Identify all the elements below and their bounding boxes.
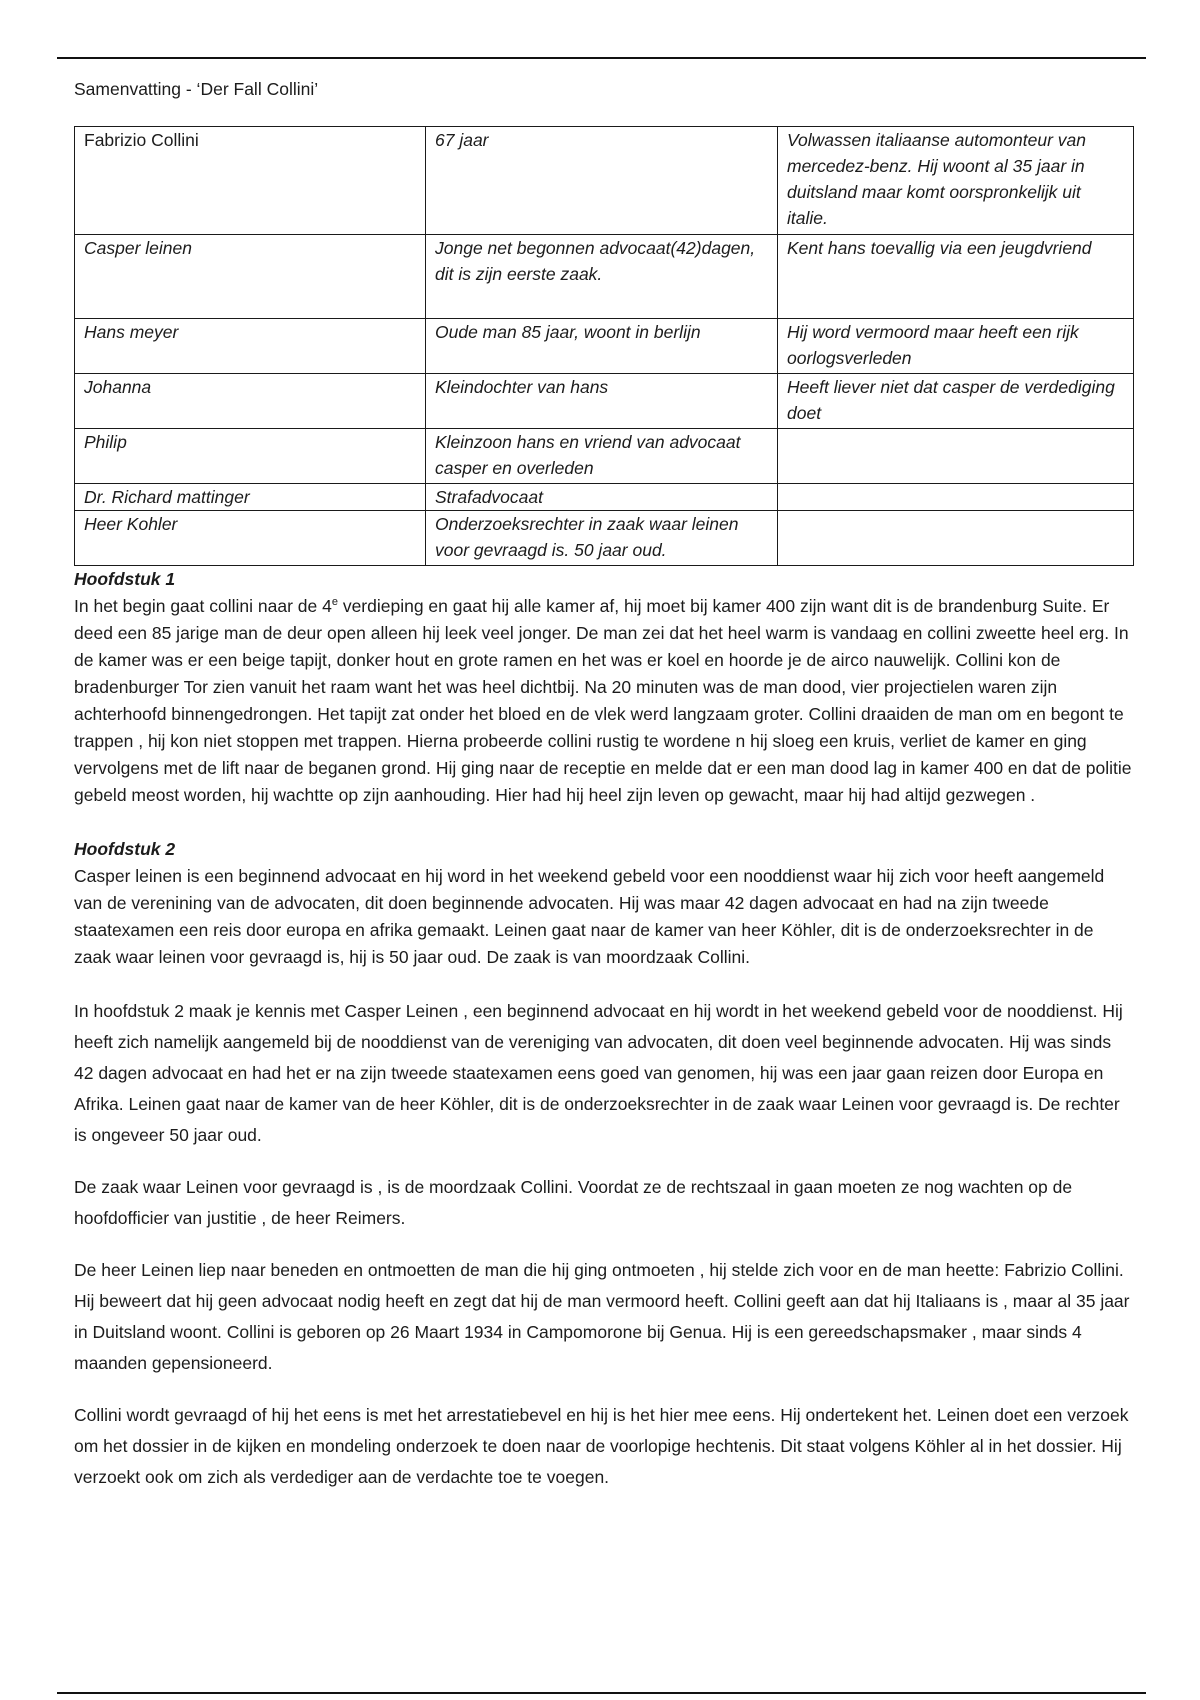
chapter-2-paragraph: In hoofdstuk 2 maak je kennis met Casper Leinen , een beginnend advocaat en hij wordt in het weekend gebeld voor de nooddienst. Hij heeft zich namelijk aangemeld bij de nooddienst van de vereniging van advocaten, dit doen veel beginnende advocaten. Hij was sinds 42 dagen advocaat en had het er na zijn tweede staatexamen eens goed van genomen, hij was een jaar gaan reizen door Europa en Afrika. Leinen gaat naar de kamer van de heer Köhler, dit is de onderzoeksrechter in de zaak waar Leinen voor gevraagd is. De rechter is ongeveer 50 jaar oud.: [74, 1001, 1123, 1145]
character-notes-cell-empty: [778, 484, 1134, 511]
characters-table: [74, 126, 1134, 566]
chapter-2-paragraph: De heer Leinen liep naar beneden en ontmoetten de man die hij ging ontmoeten , hij stelde zich voor en de man heette: Fabrizio Collini. Hij beweert dat hij geen advocaat nodig heeft en zegt dat hij de man vermoord heeft. Collini geeft aan dat hij Italiaans is , maar al 35 jaar in Duitsland woont. Collini is geboren op 26 Maart 1934 in Campomorone bij Genua. Hij is een gereedschapsmaker , maar sinds 4 maanden gepensioneerd.: [74, 1260, 1130, 1373]
table-row: [75, 511, 1134, 566]
character-name-cell: Johanna: [75, 374, 426, 429]
character-notes-cell: Kent hans toevallig via een jeugdvriend: [778, 235, 1134, 319]
table-row: [75, 374, 1134, 429]
character-notes-cell: Volwassen italiaanse automonteur van mercedez-benz. Hij woont al 35 jaar in duitsland maar komt oorspronkelijk uit italie.: [778, 127, 1134, 235]
character-name-cell: Philip: [75, 429, 426, 484]
character-info-cell: Jonge net begonnen advocaat(42)dagen, dit is zijn eerste zaak.: [426, 235, 778, 319]
chapter-1-paragraph: [74, 593, 1133, 809]
table-row: [75, 484, 1134, 511]
character-notes-cell: Heeft liever niet dat casper de verdediging doet: [778, 374, 1134, 429]
table-row: [75, 319, 1134, 374]
chapter-2-paragraph: Casper leinen is een beginnend advocaat en hij word in het weekend gebeld voor een nooddienst waar hij zich voor heeft aangemeld van de verenining van de advocaten, dit doen beginnende advocaten. Hij was maar 42 dagen advocaat en had na zijn tweede staatexamen een reis door europa en afrika gemaakt. Leinen gaat naar de kamer van heer Köhler, dit is de onderzoeksrechter in de zaak waar leinen voor gevraagd is, hij is 50 jaar oud. De zaak is van moordzaak Collini.: [74, 866, 1105, 967]
character-name-cell: Heer Kohler: [75, 511, 426, 566]
character-name-cell: Hans meyer: [75, 319, 426, 374]
ordinal-superscript: e: [331, 596, 338, 609]
chapter-2-heading: Hoofdstuk 2: [74, 839, 176, 859]
character-info-cell: Strafadvocaat: [426, 484, 778, 511]
document-header: Samenvatting - ‘Der Fall Collini’: [74, 79, 319, 99]
character-info-cell: Onderzoeksrechter in zaak waar leinen voor gevraagd is. 50 jaar oud.: [426, 511, 778, 566]
chapter-2-paragraph: De zaak waar Leinen voor gevraagd is , is de moordzaak Collini. Voordat ze de rechtszaal in gaan moeten ze nog wachten op de hoofdofficier van justitie , de heer Reimers.: [74, 1177, 1073, 1228]
table-row: [75, 235, 1134, 319]
character-info-cell: 67 jaar: [426, 127, 778, 235]
bottom-divider: [57, 1692, 1146, 1694]
character-notes-cell: Hij word vermoord maar heeft een rijk oorlogsverleden: [778, 319, 1134, 374]
character-notes-cell-empty: [778, 511, 1134, 566]
character-name-cell: Casper leinen: [75, 235, 426, 319]
document-page: [74, 76, 1133, 1493]
chapter-1-paragraph-start: In het begin gaat collini naar de 4: [74, 596, 332, 616]
table-row: [75, 429, 1134, 484]
character-notes-cell-empty: [778, 429, 1134, 484]
character-info-cell: Kleindochter van hans: [426, 374, 778, 429]
chapter-2-paragraph: Collini wordt gevraagd of hij het eens is met het arrestatiebevel en hij is het hier mee eens. Hij ondertekent het. Leinen doet een verzoek om het dossier in de kijken en mondeling onderzoek te doen naar de voorlopige hechtenis. Dit staat volgens Köhler al in het dossier. Hij verzoekt ook om zich als verdediger aan de verdachte toe te voegen.: [74, 1405, 1129, 1487]
top-divider: [57, 57, 1146, 59]
character-name-cell: Dr. Richard mattinger: [75, 484, 426, 511]
table-row: [75, 127, 1134, 235]
character-name-cell: Fabrizio Collini: [75, 127, 426, 235]
chapter-1-heading: Hoofdstuk 1: [74, 569, 176, 589]
chapter-1-paragraph-rest: verdieping en gaat hij alle kamer af, hij moet bij kamer 400 zijn want dit is de brandenburg Suite. Er deed een 85 jarige man de deur open alleen hij leek veel jonger. De man zei dat het heel warm is vandaag en collini zweette heel erg. In de kamer was er een beige tapijt, donker hout en grote ramen en het was er koel en hoorde je de airco nauwelijk. Collini kon de bradenburger Tor zien vanuit het raam want het was heel dichtbij. Na 20 minuten was de man dood, vier projectielen waren zijn achterhoofd binnengedrongen. Het tapijt zat onder het bloed en de vlek werd langzaam groter. Collini draaiden de man om en begont te trappen , hij kon niet stoppen met trappen. Hierna probeerde collini rustig te wordene n hij sloeg een kruis, verliet de kamer en ging vervolgens met de lift naar de beganen grond. Hij ging naar de receptie en melde dat er een man dood lag in kamer 400 en dat de politie gebeld meost worden, hij wachtte op zijn aanhouding. Hier had hij heel zijn leven op gewacht, maar hij had altijd gezwegen .: [74, 596, 1132, 805]
character-info-cell: Kleinzoon hans en vriend van advocaat casper en overleden: [426, 429, 778, 484]
character-info-cell: Oude man 85 jaar, woont in berlijn: [426, 319, 778, 374]
